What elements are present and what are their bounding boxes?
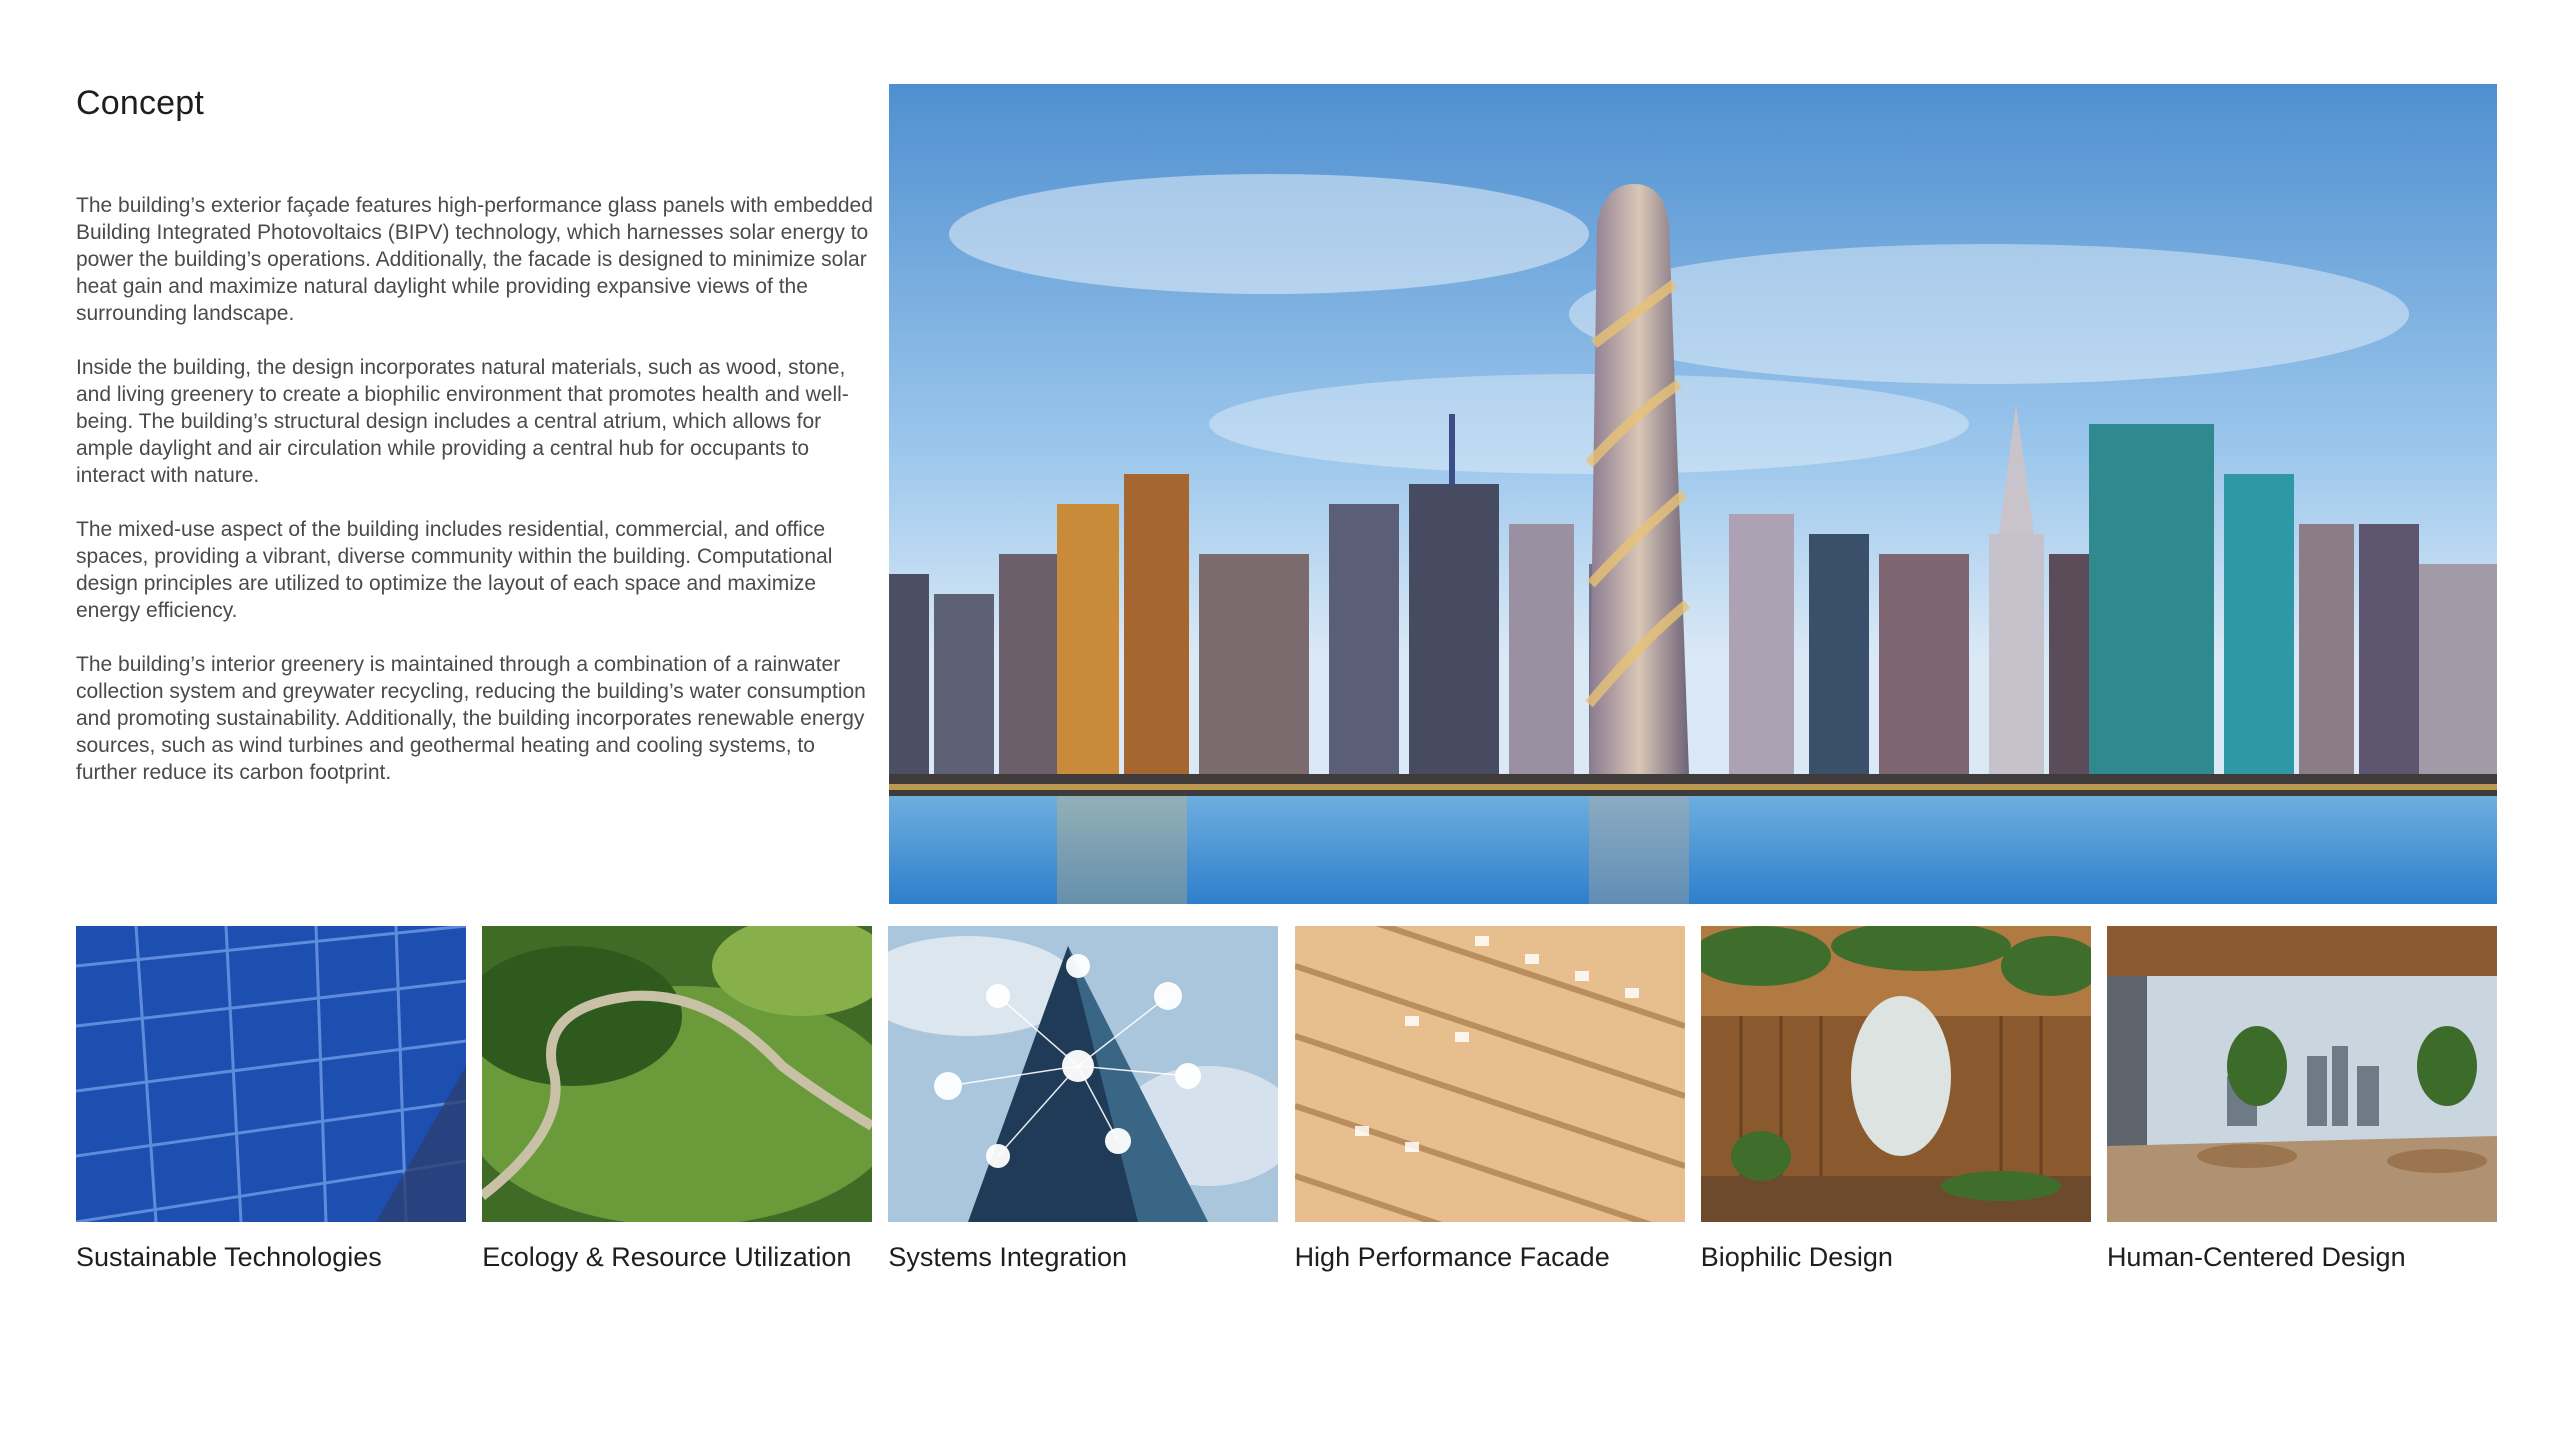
tile-caption: Systems Integration: [888, 1242, 1127, 1272]
tile-caption: Ecology & Resource Utilization: [482, 1242, 852, 1272]
tile-ecology-resource-utilization: [482, 926, 872, 1273]
tile-caption: High Performance Facade: [1294, 1242, 1610, 1272]
tile-biophilic-design: [1701, 926, 2091, 1273]
concept-tiles: [76, 926, 2497, 1273]
hero-skyline-image: [889, 84, 2497, 904]
tile-systems-integration: [888, 926, 1278, 1273]
page-title: Concept: [76, 84, 205, 122]
paragraph-interior: Inside the building, the design incorporates natural materials, such as wood, stone, and living greenery to create a biophilic environment that promotes health and well-being. The building’s structural design includes a central atrium, which allows for ample daylight and air circulation while providing a central hub for occupants to interact with nature.: [76, 356, 849, 487]
tile-caption: Sustainable Technologies: [76, 1242, 382, 1272]
paragraph-facade: The building’s exterior façade features high-performance glass panels with embedded Building Integrated Photovoltaics (BIPV) technology, which harnesses solar energy to power the building’s operations. Additionally, the facade is designed to minimize solar heat gain and maximize natural daylight while providing expansive views of the surrounding landscape.: [76, 194, 873, 325]
paragraph-mixed-use: The mixed-use aspect of the building includes residential, commercial, and office spaces, providing a vibrant, diverse community within the building. Computational design principles are utilized to optimize the layout of each space and maximize energy efficiency.: [76, 518, 833, 622]
tile-sustainable-technologies: [76, 926, 466, 1273]
tile-human-centered-design: [2107, 926, 2497, 1273]
green-landscape-image: [482, 926, 872, 1222]
tile-high-performance-facade: [1295, 926, 1685, 1273]
paragraph-greenery: The building’s interior greenery is maintained through a combination of a rainwater collection system and greywater recycling, reducing the building’s water consumption and promoting sustainability. Additionally, the building incorporates renewable energy sources, such as wind turbines and geothermal heating and cooling systems, to further reduce its carbon footprint.: [76, 653, 866, 784]
rooftop-terrace-image: [2107, 926, 2497, 1222]
smart-building-network-image: [888, 926, 1278, 1222]
facade-detail-image: [1295, 926, 1685, 1222]
concept-description: [76, 192, 876, 813]
wooden-atrium-image: [1701, 926, 2091, 1222]
tile-caption: Biophilic Design: [1700, 1242, 1893, 1272]
solar-panel-facade-image: [76, 926, 466, 1222]
tile-caption: Human-Centered Design: [2106, 1242, 2406, 1272]
